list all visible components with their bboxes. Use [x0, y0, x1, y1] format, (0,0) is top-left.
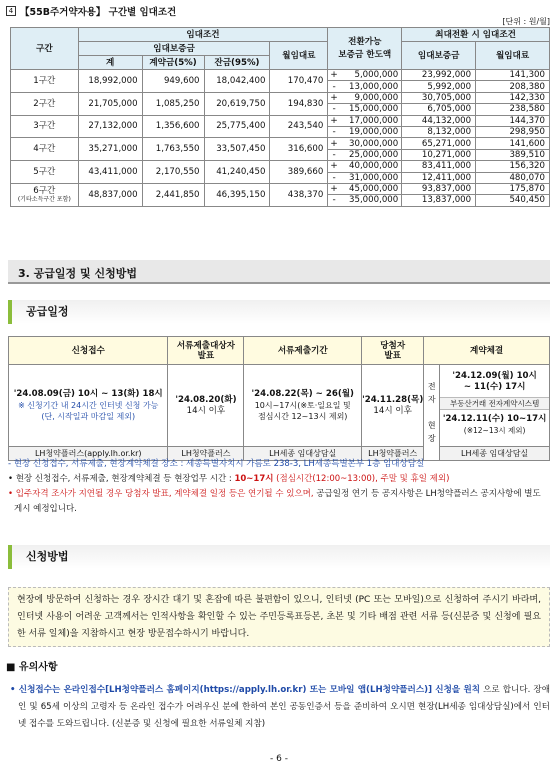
th-winner: 당첨자 발표 — [362, 337, 424, 365]
cell-minus-monthly: 480,070 — [476, 172, 550, 183]
doc-period-time: 10시~17시(※토·일요일 및 점심시간 12~13시 제외) — [254, 401, 351, 421]
cell-total: 35,271,000 — [78, 138, 142, 161]
cell-monthly: 316,600 — [270, 138, 328, 161]
row-label: 2구간 — [11, 92, 79, 115]
contract-e-date: '24.12.09(월) 10시 ~ 11(수) 17시 — [452, 371, 537, 392]
supply-notes — [8, 457, 550, 517]
cell-minus-monthly: 238,580 — [476, 104, 550, 115]
th-max-monthly: 월임대료 — [476, 42, 550, 70]
cell-total: 21,705,000 — [78, 92, 142, 115]
cell-plus-monthly: 144,370 — [476, 115, 550, 126]
cell-contract: 1,763,550 — [142, 138, 204, 161]
cell-contract: 1,085,250 — [142, 92, 204, 115]
cell-plus: 40,000,000 — [340, 161, 402, 172]
foot-winner: LH청약플러스 — [362, 447, 424, 461]
plus-sign: + — [328, 161, 340, 172]
cell-plus-deposit: 93,837,000 — [402, 183, 476, 194]
doc-announce-date: '24.08.20(화) — [175, 394, 237, 405]
cell-plus-monthly: 156,320 — [476, 161, 550, 172]
cell-minus-monthly: 540,450 — [476, 195, 550, 206]
foot-doc-announce: LH청약플러스 — [168, 447, 244, 461]
table-row — [11, 161, 550, 172]
doc-period-cell — [244, 365, 362, 447]
winner-time: 14시 이후 — [373, 405, 412, 416]
caution-text: • 신청접수는 온라인접수[LH청약플러스 홈페이지(https://apply.lh.or.kr) 또는 모바일 앱(LH청약플러스)] 신청을 원칙 으로 합니다. 장애인 및 65세 이상의 고령자 등 온라인 접수가 어려우신 분에 한하여 본인 공동인증서 등을 준비하여 오시면 현장(LH세종 임대상담실)에서 인터넷 접수를 도와드립니다. (신분증 및 신청에 필요한 서류일체 지참) — [10, 685, 551, 729]
cell-minus: 13,000,000 — [340, 81, 402, 92]
cell-minus-monthly: 208,380 — [476, 81, 550, 92]
th-convert: 전환가능 보증금 한도액 — [328, 28, 402, 70]
foot-contract: LH세종 임대상담실 — [440, 447, 550, 461]
method-box: 현장에 방문하여 신청하는 경우 장시간 대기 및 혼잡에 따른 불편함이 있으니, 인터넷 (PC 또는 모바일)으로 신청하여 주시기 바라며, 인터넷 사용이 어려운 고객께서는 인적사항을 확인할 수 있는 주민등록표등본, 초본 및 기타 배점 관련 서류 등(신분증 및 신청에 필요한 서류 일체)을 지참하시고 현장 방문접수하시기 바랍니다. — [8, 587, 550, 647]
cell-total: 43,411,000 — [78, 161, 142, 184]
th-max-convert: 최대전환 시 임대조건 — [402, 28, 550, 42]
cell-plus: 45,000,000 — [340, 183, 402, 194]
cell-monthly: 170,470 — [270, 70, 328, 93]
table-row — [11, 92, 550, 103]
cell-plus-deposit: 83,411,000 — [402, 161, 476, 172]
cell-minus-deposit: 5,992,000 — [402, 81, 476, 92]
cell-balance: 41,240,450 — [204, 161, 270, 184]
cell-minus-deposit: 12,411,000 — [402, 172, 476, 183]
unit-label: [단위 : 원/월] — [502, 17, 550, 26]
cell-monthly: 438,370 — [270, 183, 328, 206]
cell-minus-monthly: 298,950 — [476, 126, 550, 137]
section-number: 4 — [6, 6, 16, 16]
cell-plus: 5,000,000 — [340, 70, 402, 81]
apply-date: '24.08.09(금) 10시 ~ 13(화) 18시 — [13, 389, 163, 399]
table-row — [11, 183, 550, 194]
cell-minus-monthly: 389,510 — [476, 149, 550, 160]
cell-plus-deposit: 44,132,000 — [402, 115, 476, 126]
note-hours: • 현장 신청접수, 서류제출, 현장계약체결 등 현장업무 시간 : 10~17시 (점심시간(12:00~13:00), 주말 및 휴일 제외) — [8, 474, 450, 484]
doc-announce-cell — [168, 365, 244, 447]
minus-sign: - — [328, 126, 340, 137]
foot-doc-period: LH세종 임대상담실 — [244, 447, 362, 461]
plus-sign: + — [328, 138, 340, 149]
cell-minus-deposit: 10,271,000 — [402, 149, 476, 160]
contract-e-note: 부동산거래 전자계약시스템 — [440, 397, 549, 410]
cell-monthly: 389,660 — [270, 161, 328, 184]
cell-plus: 9,000,000 — [340, 92, 402, 103]
plus-sign: + — [328, 183, 340, 194]
cell-plus-monthly: 141,300 — [476, 70, 550, 81]
th-rent-conditions: 임대조건 — [78, 28, 328, 42]
cell-monthly: 194,830 — [270, 92, 328, 115]
section-title — [6, 4, 176, 18]
row-label: 1구간 — [11, 70, 79, 93]
cell-balance: 25,775,400 — [204, 115, 270, 138]
cell-plus-deposit: 30,705,000 — [402, 92, 476, 103]
supply-schedule-table — [8, 336, 550, 461]
rent-table — [10, 27, 550, 207]
caution-text-a: 신청접수는 온라인접수[LH청약플러스 홈페이지(https://apply.lh.or.kr) 또는 모바일 앱(LH청약플러스)] 신청을 원칙 — [18, 685, 481, 695]
winner-cell — [362, 365, 424, 447]
cell-contract: 2,170,550 — [142, 161, 204, 184]
note-delay: • 입주자격 조사가 지연될 경우 당첨자 발표, 계약체결 일정 등은 연기될 수 있으며, 공급일정 연기 등 공지사항은 LH청약플러스 공지사항에 별도 게시 예정입니다. — [8, 489, 541, 514]
th-contract: 계약금(5%) — [142, 56, 204, 70]
cell-plus-monthly: 141,600 — [476, 138, 550, 149]
caution-text-b: 으로 합니다. 장애인 및 65세 이상의 고령자 등 온라인 접수가 어려우신 분에 한하여 본인 공동인증서 등을 준비하여 오시면 현장(LH세종 임대상담실)에서 인터넷 접수를 도와드립니다. (신분증 및 신청에 필요한 서류일체 지참) — [18, 685, 551, 729]
page-number: - 6 - — [270, 754, 288, 764]
cell-minus: 15,000,000 — [340, 104, 402, 115]
row-label: 3구간 — [11, 115, 79, 138]
minus-sign: - — [328, 81, 340, 92]
cell-balance: 20,619,750 — [204, 92, 270, 115]
th-apply: 신청접수 — [9, 337, 168, 365]
cell-total: 48,837,000 — [78, 183, 142, 206]
table-row — [11, 138, 550, 149]
cell-plus: 30,000,000 — [340, 138, 402, 149]
cell-plus: 17,000,000 — [340, 115, 402, 126]
cell-contract: 1,356,600 — [142, 115, 204, 138]
cell-minus-deposit: 13,837,000 — [402, 195, 476, 206]
method-title: 신청방법 — [8, 545, 550, 569]
row-label: 6구간 (기타소득구간 포함) — [11, 183, 79, 206]
cell-plus-deposit: 23,992,000 — [402, 70, 476, 81]
supply-title: 공급일정 — [8, 300, 550, 324]
section-banner: 3. 공급일정 및 신청방법 — [8, 260, 550, 284]
cell-minus: 25,000,000 — [340, 149, 402, 160]
cell-contract: 949,600 — [142, 70, 204, 93]
th-deposit: 임대보증금 — [78, 42, 270, 56]
th-doc-period: 서류제출기간 — [244, 337, 362, 365]
doc-announce-time: 14시 이후 — [186, 405, 226, 416]
plus-sign: + — [328, 92, 340, 103]
cell-balance: 18,042,400 — [204, 70, 270, 93]
plus-sign: + — [328, 70, 340, 81]
cell-plus-monthly: 142,330 — [476, 92, 550, 103]
minus-sign: - — [328, 172, 340, 183]
cell-total: 18,992,000 — [78, 70, 142, 93]
plus-sign: + — [328, 115, 340, 126]
th-total: 계 — [78, 56, 142, 70]
cell-balance: 46,395,150 — [204, 183, 270, 206]
cell-monthly: 243,540 — [270, 115, 328, 138]
th-doc-announce: 서류제출대상자 발표 — [168, 337, 244, 365]
contract-type-label: 전자 현장 — [424, 365, 440, 461]
th-monthly: 월임대료 — [270, 42, 328, 70]
cell-minus-deposit: 8,132,000 — [402, 126, 476, 137]
caution-title: ■ 유의사항 — [6, 662, 58, 673]
contract-site-note: (※12~13시 제외) — [463, 426, 526, 435]
cell-minus: 35,000,000 — [340, 195, 402, 206]
contract-cell — [440, 365, 550, 447]
cell-minus: 19,000,000 — [340, 126, 402, 137]
cell-contract: 2,441,850 — [142, 183, 204, 206]
th-section: 구간 — [11, 28, 79, 70]
note-location: - 현장 신청접수, 서류제출, 현장계약체결 장소 : 세종특별자치시 가름로 238-3, LH세종특별본부 1층 임대상담실 — [8, 459, 425, 469]
cell-plus-monthly: 175,870 — [476, 183, 550, 194]
minus-sign: - — [328, 104, 340, 115]
apply-cell — [9, 365, 168, 447]
doc-period-date: '24.08.22(목) ~ 26(월) — [251, 389, 354, 399]
cell-total: 27,132,000 — [78, 115, 142, 138]
cell-minus-deposit: 6,705,000 — [402, 104, 476, 115]
table-row — [11, 115, 550, 126]
section-title-text: 【55B주거약자용】 구간별 임대조건 — [20, 7, 177, 18]
cell-balance: 33,507,450 — [204, 138, 270, 161]
apply-note: ※ 신청기간 내 24시간 인터넷 신청 가능 (단, 시작일과 마감일 제외) — [18, 401, 159, 421]
table-row — [11, 70, 550, 81]
row-label: 5구간 — [11, 161, 79, 184]
th-balance: 잔금(95%) — [204, 56, 270, 70]
row-label: 4구간 — [11, 138, 79, 161]
cell-plus-deposit: 65,271,000 — [402, 138, 476, 149]
th-contract: 계약체결 — [424, 337, 550, 365]
minus-sign: - — [328, 195, 340, 206]
foot-apply: LH청약플러스(apply.lh.or.kr) — [9, 447, 168, 461]
th-max-deposit: 임대보증금 — [402, 42, 476, 70]
winner-date: '24.11.28(목) — [362, 394, 424, 405]
contract-site-date: '24.12.11(수) 10~17시 — [442, 414, 547, 424]
minus-sign: - — [328, 149, 340, 160]
cell-minus: 31,000,000 — [340, 172, 402, 183]
